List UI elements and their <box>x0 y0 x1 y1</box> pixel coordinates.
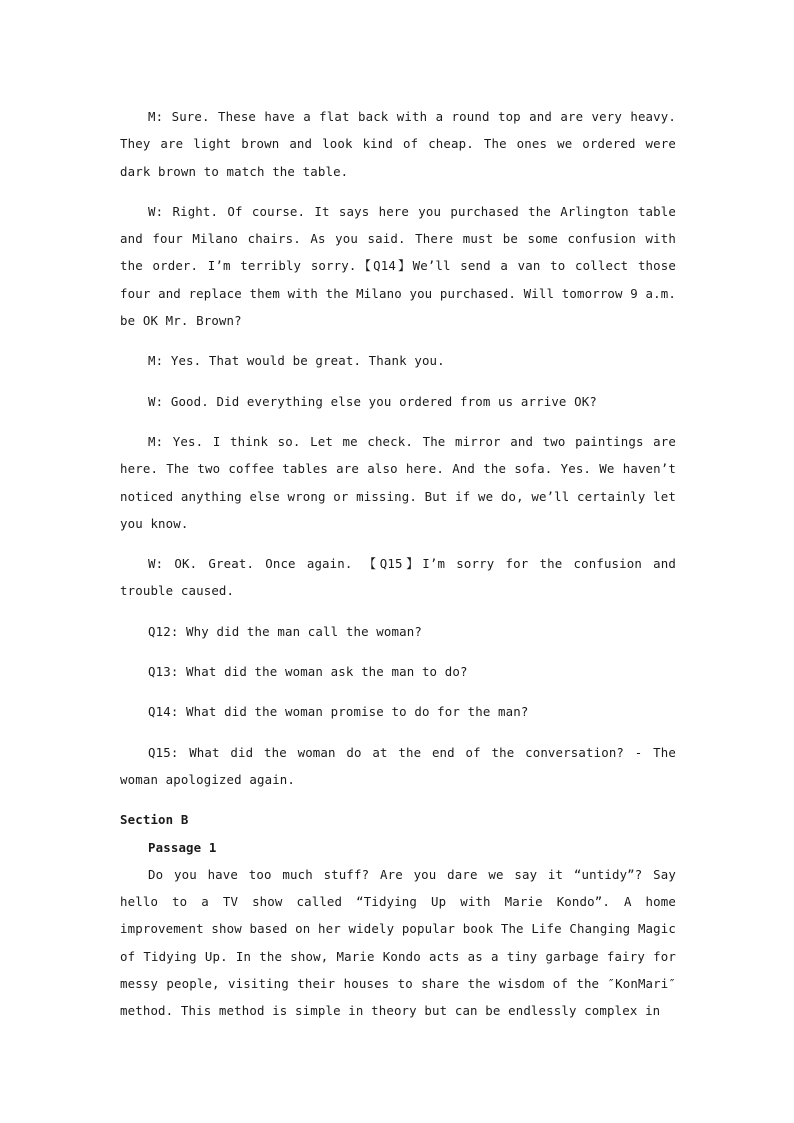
section-heading: Section B <box>120 812 189 828</box>
dialogue-line-woman-order: W: Right. Of course. It says here you purchased the Arlington table and four Milano chairs. As you said. There must be some confusion with the order. I’m terribly sorry.【Q14】We’ll send a van to collect those four and replace them with the Milano you purchased. Will tomorrow 9 a.m. be OK Mr. Brown? <box>120 203 676 329</box>
question-q12: Q12: Why did the man call the woman? <box>148 623 422 639</box>
page-content <box>120 103 676 1025</box>
question-q14: Q14: What did the woman promise to do for the man? <box>148 704 529 720</box>
dialogue-line-woman-apology: W: OK. Great. Once again. 【Q15】I’m sorry for the confusion and trouble caused. <box>120 556 676 599</box>
dialogue-line-man-thanks: M: Yes. That would be great. Thank you. <box>148 353 445 369</box>
question-q15: Q15: What did the woman do at the end of the conversation? - The woman apologized again. <box>120 744 676 787</box>
dialogue-line-man-items: M: Yes. I think so. Let me check. The mirror and two paintings are here. The two coffee tables are also here. And the sofa. Yes. We haven’t noticed anything else wrong or missing. But if we do, we’ll certainly let you know. <box>120 433 676 531</box>
dialogue-line-woman-check: W: Good. Did everything else you ordered from us arrive OK? <box>148 393 597 409</box>
passage-heading: Passage 1 <box>148 839 217 855</box>
dialogue-line-man-chairs: M: Sure. These have a flat back with a round top and are very heavy. They are light brown and look kind of cheap. The ones we ordered were dark brown to match the table. <box>120 109 676 179</box>
question-q13: Q13: What did the woman ask the man to do? <box>148 664 468 680</box>
passage-text: Do you have too much stuff? Are you dare we say it “untidy”? Say hello to a TV show called “Tidying Up with Marie Kondo”. A home improvement show based on her widely popular book The Life Changing Magic of Tidying Up. In the show, Marie Kondo acts as a tiny garbage fairy for messy people, visiting their houses to share the wisdom of the ″KonMari″ method. This method is simple in theory but can be endlessly complex in <box>120 866 676 1019</box>
